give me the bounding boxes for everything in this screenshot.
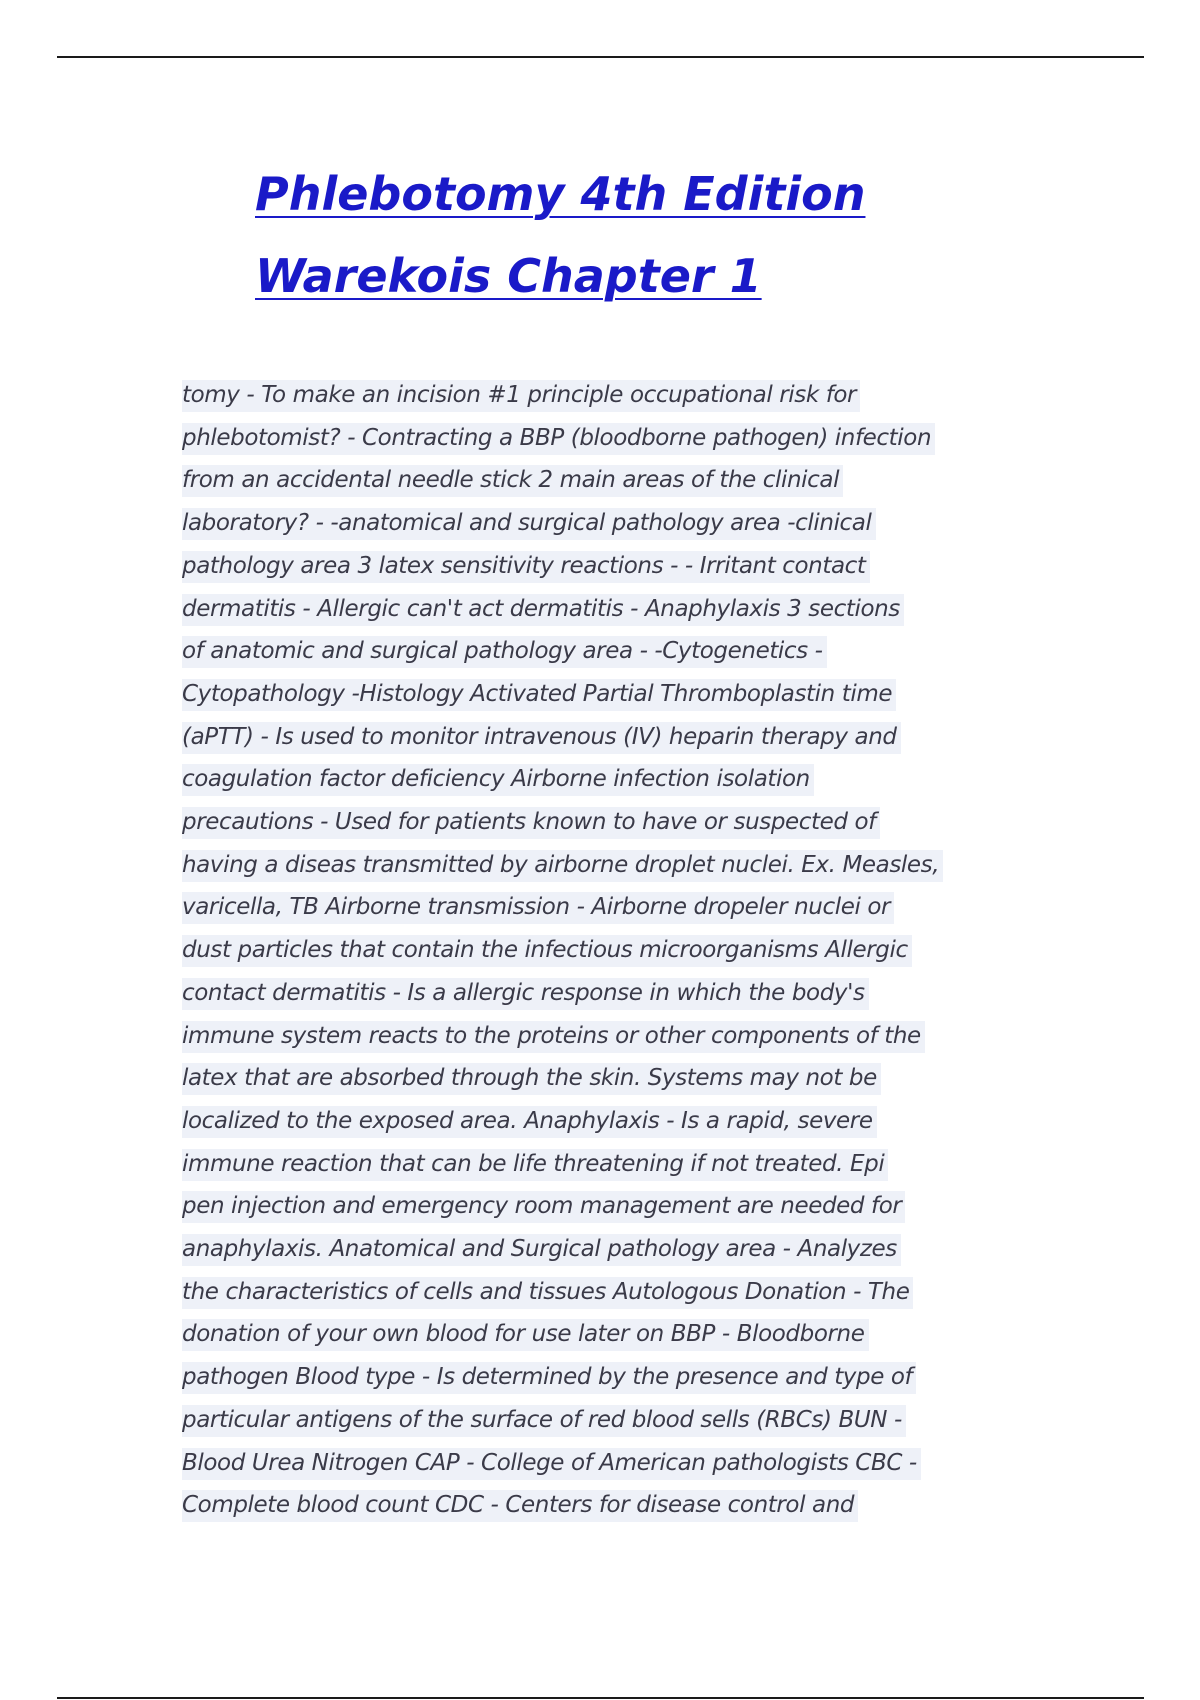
body-line-text: (aPTT) - Is used to monitor intravenous (IV) heparin therapy and — [182, 722, 901, 754]
body-line-text: tomy - To make an incision #1 principle occupational risk for — [182, 380, 860, 412]
title-line-text: Phlebotomy 4th Edition — [255, 167, 866, 221]
body-line — [182, 844, 1027, 887]
body-line-text: having a diseas transmitted by airborne droplet nuclei. Ex. Measles, — [182, 850, 943, 882]
body-line — [182, 1399, 1027, 1442]
body-line-text: coagulation factor deficiency Airborne infection isolation — [182, 764, 814, 796]
body-line — [182, 1313, 1027, 1356]
body-line-text: pen injection and emergency room management are needed for — [182, 1191, 905, 1223]
body-line-text: contact dermatitis - Is a allergic response in which the body's — [182, 978, 869, 1010]
body-line — [182, 1442, 1027, 1485]
body-line-text: immune reaction that can be life threatening if not treated. Epi — [182, 1149, 888, 1181]
body-line — [182, 1185, 1027, 1228]
body-line-text: pathogen Blood type - Is determined by the presence and type of — [182, 1362, 916, 1394]
body-line-text: Blood Urea Nitrogen CAP - College of American pathologists CBC - — [182, 1448, 921, 1480]
body-line — [182, 630, 1027, 673]
body-line — [182, 588, 1027, 631]
body-line-text: immune system reacts to the proteins or other components of the — [182, 1021, 925, 1053]
body-line — [182, 374, 1027, 417]
body-line-text: localized to the exposed area. Anaphylaxis - Is a rapid, severe — [182, 1106, 877, 1138]
body-line-text: particular antigens of the surface of red blood sells (RBCs) BUN - — [182, 1405, 906, 1437]
body-line — [182, 545, 1027, 588]
body-line-text: anaphylaxis. Anatomical and Surgical pathology area - Analyzes — [182, 1234, 901, 1266]
body-line-text: Cytopathology -Histology Activated Partial Thromboplastin time — [182, 679, 896, 711]
footer-rule — [57, 1697, 1144, 1699]
body-line — [182, 801, 1027, 844]
body-line — [182, 1015, 1027, 1058]
header-rule — [57, 56, 1144, 58]
body-line — [182, 716, 1027, 759]
body-line-text: laboratory? - -anatomical and surgical pathology area -clinical — [182, 508, 876, 540]
body-line-text: pathology area 3 latex sensitivity reactions - - Irritant contact — [182, 551, 870, 583]
body-line — [182, 1356, 1027, 1399]
body-line-text: from an accidental needle stick 2 main areas of the clinical — [182, 465, 843, 497]
body-line-text: varicella, TB Airborne transmission - Airborne dropeler nuclei or — [182, 892, 894, 924]
body-line — [182, 1228, 1027, 1271]
document-body — [182, 374, 1027, 1527]
body-line — [182, 673, 1027, 716]
document-title — [255, 158, 1015, 322]
body-line — [182, 1484, 1027, 1527]
body-line-text: donation of your own blood for use later on BBP - Bloodborne — [182, 1319, 869, 1351]
title-line — [255, 148, 1015, 240]
body-line — [182, 1143, 1027, 1186]
body-line — [182, 929, 1027, 972]
body-line — [182, 758, 1027, 801]
body-line-text: latex that are absorbed through the skin. Systems may not be — [182, 1063, 881, 1095]
body-line — [182, 417, 1027, 460]
body-line-text: dust particles that contain the infectious microorganisms Allergic — [182, 935, 912, 967]
body-line-text: precautions - Used for patients known to have or suspected of — [182, 807, 880, 839]
body-line — [182, 1057, 1027, 1100]
body-line — [182, 1271, 1027, 1314]
body-line-text: dermatitis - Allergic can't act dermatitis - Anaphylaxis 3 sections — [182, 594, 904, 626]
body-line — [182, 459, 1027, 502]
body-line-text: of anatomic and surgical pathology area - -Cytogenetics - — [182, 636, 827, 668]
body-line-text: the characteristics of cells and tissues Autologous Donation - The — [182, 1277, 913, 1309]
body-line — [182, 1100, 1027, 1143]
title-line — [255, 230, 1015, 322]
title-line-text: Warekois Chapter 1 — [255, 249, 762, 303]
body-line — [182, 886, 1027, 929]
body-line-text: phlebotomist? - Contracting a BBP (bloodborne pathogen) infection — [182, 423, 935, 455]
body-line — [182, 972, 1027, 1015]
body-line — [182, 502, 1027, 545]
body-line-text: Complete blood count CDC - Centers for disease control and — [182, 1490, 858, 1522]
